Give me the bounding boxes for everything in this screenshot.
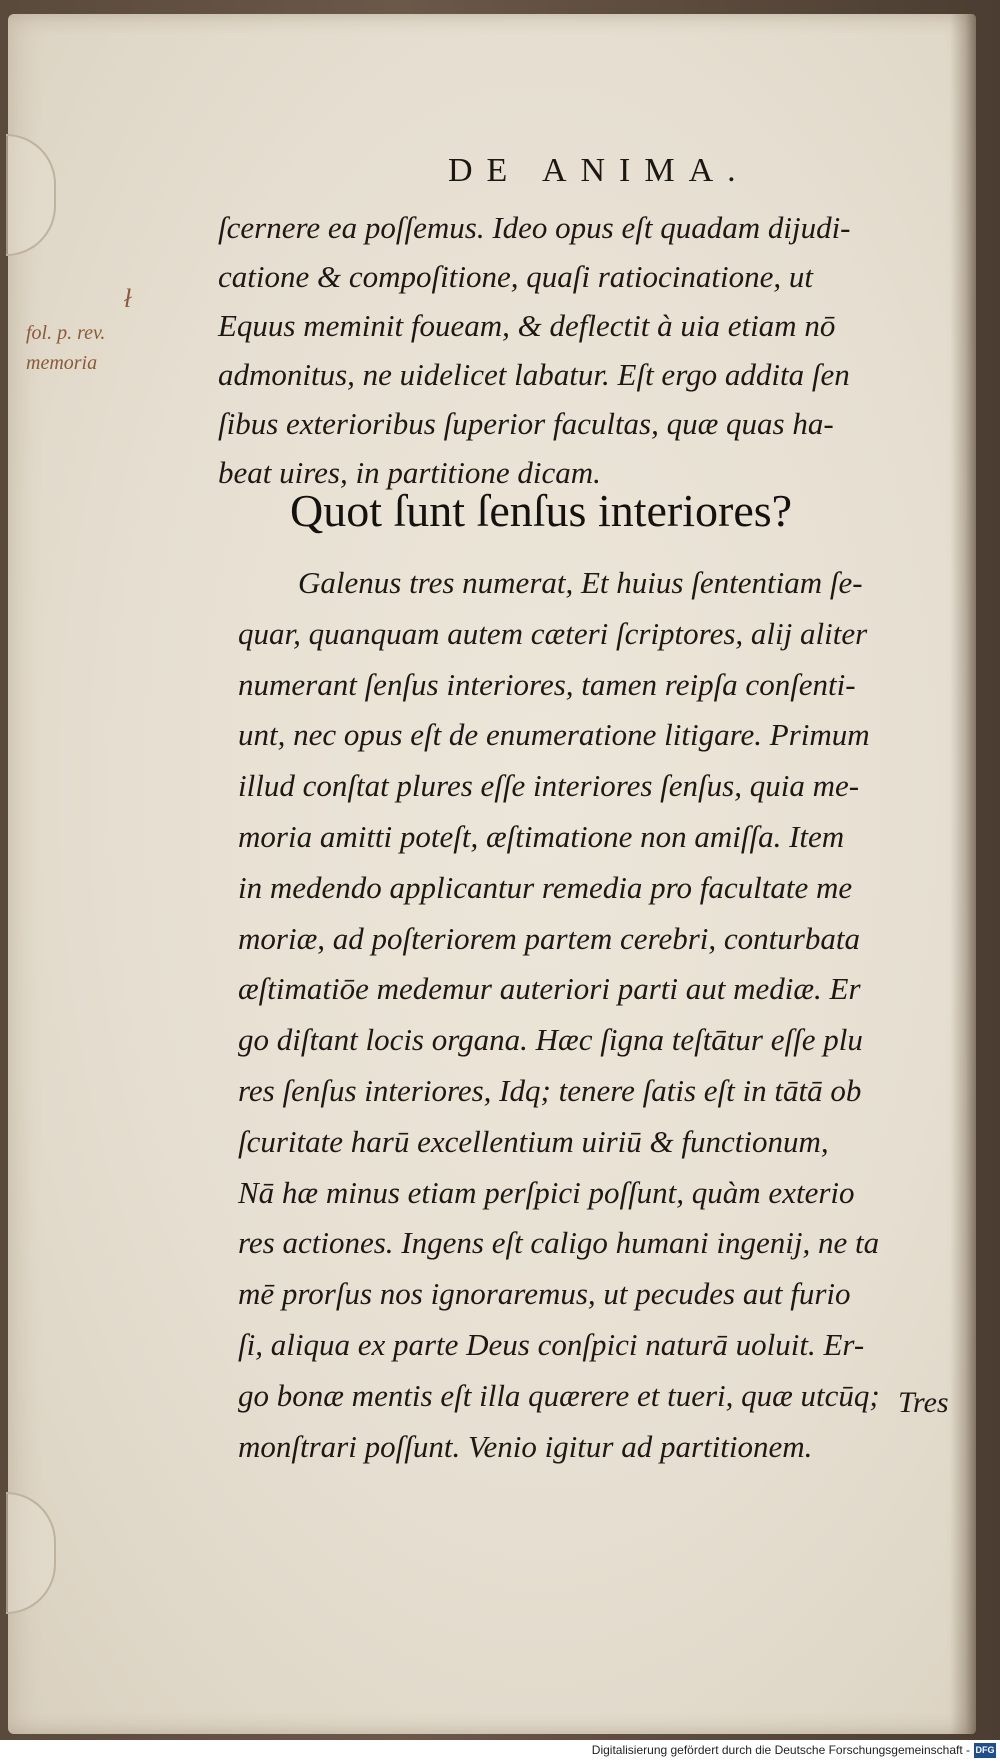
text-line: quar, quanquam autem cæteri ſcriptores, alij aliter (238, 615, 868, 651)
catchword: Tres (898, 1386, 949, 1419)
text-line: Galenus tres numerat, Et huius ſententiam ſe- (298, 565, 863, 600)
text-line: moriæ, ad poſteriorem partem cerebri, conturbata (238, 920, 860, 956)
text-line: go diſtant locis organa. Hæc ſigna teſtātur eſſe plu (238, 1022, 863, 1058)
text-line: catione & compoſitione, quaſi ratiocinatione, ut (218, 259, 813, 294)
text-line: numerant ſenſus interiores, tamen reipſa conſenti- (238, 666, 856, 702)
text-line: Nā hæ minus etiam perſpici poſſunt, quàm exterio (238, 1174, 855, 1210)
text-line: ſcuritate harū excellentium uiriū & functionum, (238, 1123, 829, 1159)
text-line: ſibus exterioribus ſuperior facultas, quæ quas ha- (218, 406, 834, 441)
text-line: ſcernere ea poſſemus. Ideo opus eſt quadam dijudi- (218, 210, 851, 245)
binding-clasp-bottom (6, 1492, 56, 1614)
text-line: admonitus, ne uidelicet labatur. Eſt ergo addita ſen (218, 357, 850, 392)
text-line: res ſenſus interiores, Idq; tenere ſatis eſt in tātā ob (238, 1072, 862, 1108)
text-line: illud conſtat plures eſſe interiores ſenſus, quia me- (238, 768, 860, 804)
running-head: DE ANIMA. (448, 152, 750, 189)
text-line: moria amitti poteſt, æſtimatione non amiſſa. Item (238, 818, 845, 854)
text-line: æſtimatiōe medemur auteriori parti aut mediæ. Er (238, 971, 861, 1007)
text-line: beat uires, in partitione dicam. (218, 455, 601, 490)
text-line: res actiones. Ingens eſt caligo humani ingenij, ne ta (238, 1225, 880, 1261)
text-line: mē prorſus nos ignoraremus, ut pecudes aut furio (238, 1276, 851, 1312)
text-line: Equus meminit foueam, & deflectit à uia etiam nō (218, 308, 836, 343)
margin-note-mark: ł (124, 284, 132, 313)
text-line: go bonæ mentis eſt illa quærere et tueri, quæ utcūq; (238, 1377, 880, 1413)
margin-note-line: memoria (26, 352, 98, 374)
handwritten-margin-note (26, 284, 196, 378)
text-line: in medendo applicantur remedia pro facultate me (238, 869, 853, 905)
dfg-logo: DFG (974, 1743, 996, 1758)
digitization-credit: Digitalisierung gefördert durch die Deutsche Forschungsgemeinschaft - (591, 1743, 970, 1757)
text-line: ſi, aliqua ex parte Deus conſpici naturā uoluit. Er- (238, 1326, 865, 1362)
section-heading: Quot ſunt ſenſus interiores? (290, 485, 793, 536)
paragraph-2 (238, 558, 958, 1472)
paragraph-1 (218, 203, 958, 497)
margin-note-line: fol. p. rev. (26, 322, 106, 344)
binding-clasp-top (6, 134, 56, 256)
text-line: monſtrari poſſunt. Venio igitur ad partitionem. (238, 1428, 813, 1464)
text-line: unt, nec opus eſt de enumeratione litigare. Primum (238, 717, 870, 753)
